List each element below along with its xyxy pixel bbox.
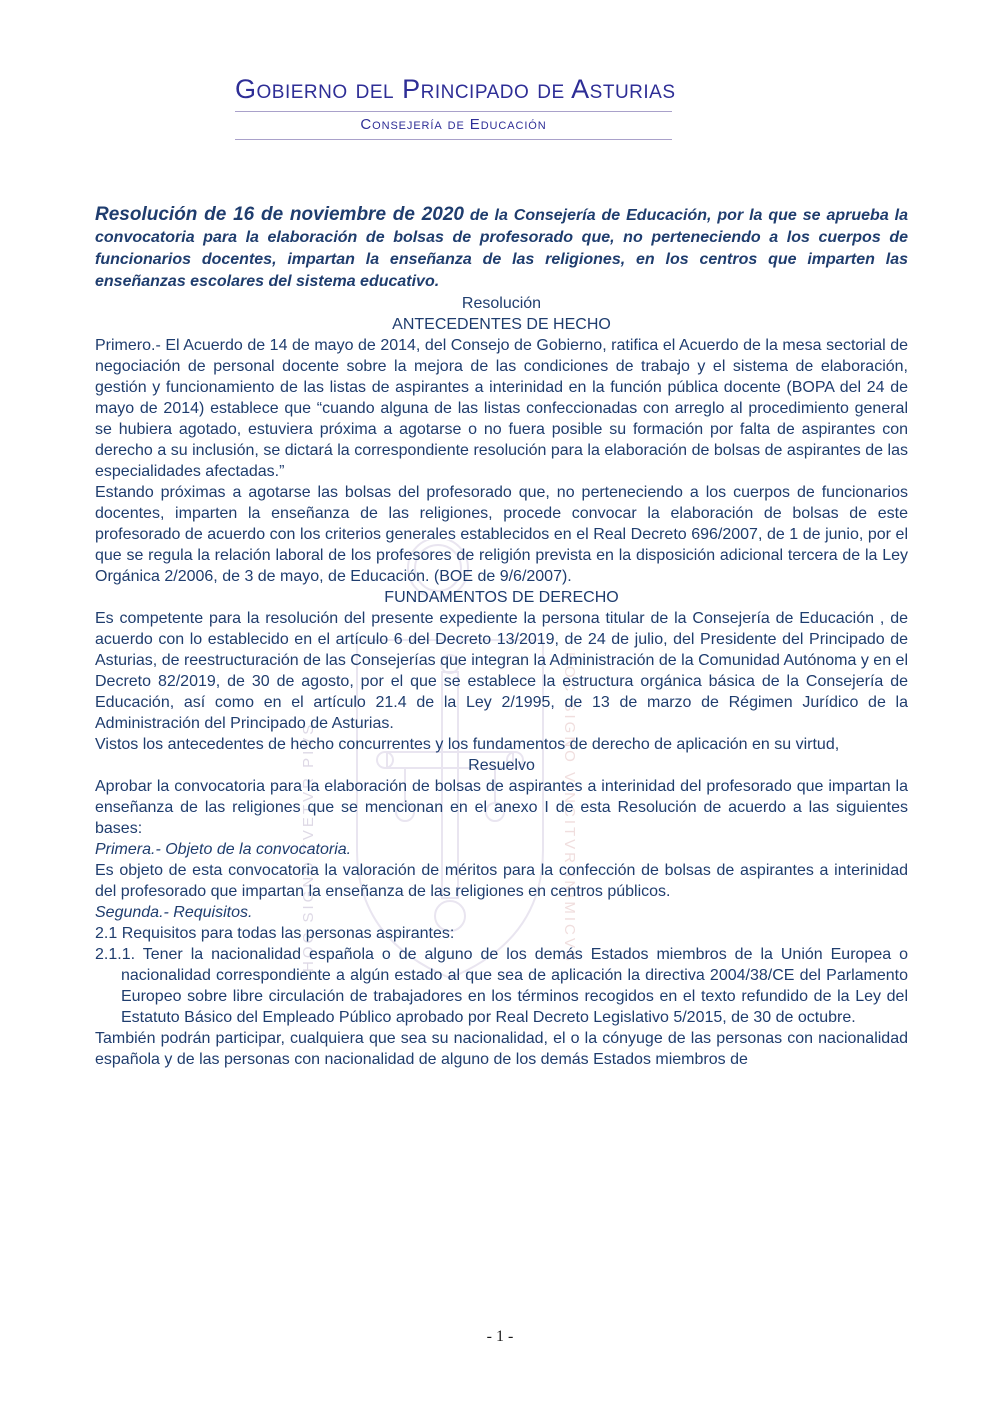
heading-resuelvo: Resuelvo [468,757,535,774]
paragraph-2-1-1-nacionalidad: 2.1.1. Tener la nacionalidad española o de alguno de los demás Estados miembros de la Unión Europea o nacionalidad correspondiente a algún estado al que sea de aplicación la directiva 2004/38/CE del Parlamento Europeo sobre libre circulación de trabajadores en los términos recogidos en el texto refundido de la Ley del Estatuto Básico del Empleado Público aprobado por Real Decreto Legislativo 5/2015, de 30 de octubre. [95,946,908,1026]
heading-antecedentes-de-hecho: ANTECEDENTES DE HECHO [392,316,611,333]
department-title: Consejería de Educación [360,116,547,133]
watermark-left-motto: HOC SIGNO TVETVR PIVS [300,721,317,972]
resolution-title-rest: de la Consejería de Educación, por la que se aprueba la convocatoria para la elaboración de bolsas de profesorado que, no perteneciendo a los cuerpos de funcionarios docentes, impartan la enseñanza de las religiones, en los centros que imparten las enseñanzas escolares del sistema educativo. [95,207,908,290]
heading-primera-objeto: Primera.- Objeto de la convocatoria. [95,841,352,858]
document-body [95,204,908,1070]
paragraph-objeto: Es objeto de esta convocatoria la valoración de méritos para la confección de bolsas de aspirantes a interinidad del profesorado que impartan la enseñanza de las religiones en centros públicos. [95,862,908,900]
paragraph-competente: Es competente para la resolución del presente expediente la persona titular de la Consejería de Educación , de acuerdo con lo establecido en el artículo 6 del Decreto 13/2019, de 24 de julio, del Presidente del Principado de Asturias, de reestructuración de las Consejerías que integran la Administración de la Comunidad Autónoma y en el Decreto 82/2019, de 30 de agosto, por el que se establece la estructura orgánica básica de la Consejería de Educación, así como en el artículo 21.4 de la Ley 2/1995, de 13 de marzo de Régimen Jurídico de la Administración del Principado de Asturias. [95,610,908,732]
watermark-right-motto: HOC SIGNO VINCITVR INIMICVS [561,652,578,964]
heading-resolucion: Resolución [461,295,542,312]
resolution-title-lead: Resolución de 16 de noviembre de 2020 [95,204,464,225]
organization-title: Gobierno del Principado de Asturias [235,74,676,104]
department-box [235,111,672,140]
letterhead [235,74,676,140]
paragraph-2-1-requisitos: 2.1 Requisitos para todas las personas aspirantes: [95,925,455,942]
paragraph-vistos: Vistos los antecedentes de hecho concurrentes y los fundamentos de derecho de aplicación en su virtud, [95,736,840,753]
paragraph-aprobar: Aprobar la convocatoria para la elaboración de bolsas de aspirantes a interinidad del profesorado que impartan la enseñanza de las religiones que se mencionan en el anexo I de esta Resolución de acuerdo a las siguientes bases: [95,778,908,837]
paragraph-tambien-podran: También podrán participar, cualquiera que sea su nacionalidad, el o la cónyuge de las personas con nacionalidad española y de las personas con nacionalidad de alguno de los demás Estados miembros de [95,1030,908,1068]
paragraph-primero: Primero.- El Acuerdo de 14 de mayo de 2014, del Consejo de Gobierno, ratifica el Acuerdo de la mesa sectorial de negociación de personal docente sobre la mejora de las condiciones de trabajo y el sistema de elaboración, gestión y funcionamiento de las listas de aspirantes a interinidad en la función pública docente (BOPA del 24 de mayo de 2014) establece que “cuando alguna de las listas confeccionadas con arreglo al procedimiento general se hubiera agotado, estuviera próxima a agotarse o no fuera posible su formación por falta de aspirantes con derecho a su inclusión, se dictará la correspondiente resolución para la elaboración de bolsas de aspirantes de las especialidades afectadas.” [95,337,908,480]
resolution-title [95,204,908,293]
paragraph-estando: Estando próximas a agotarse las bolsas del profesorado que, no perteneciendo a los cuerpos de funcionarios docentes, imparten la enseñanza de las religiones, procede convocar la elaboración de bolsas de este profesorado de acuerdo con los criterios generales establecidos en el Real Decreto 696/2007, de 1 de junio, por el que se regula la relación laboral de los profesores de religión prevista en la disposición adicional tercera de la Ley Orgánica 2/2006, de 3 de mayo, de Educación. (BOE de 9/6/2007). [95,484,908,585]
heading-fundamentos-de-derecho: FUNDAMENTOS DE DERECHO [384,589,619,606]
heading-segunda-requisitos: Segunda.- Requisitos. [95,904,253,921]
page-number: - 1 - [486,1328,514,1345]
